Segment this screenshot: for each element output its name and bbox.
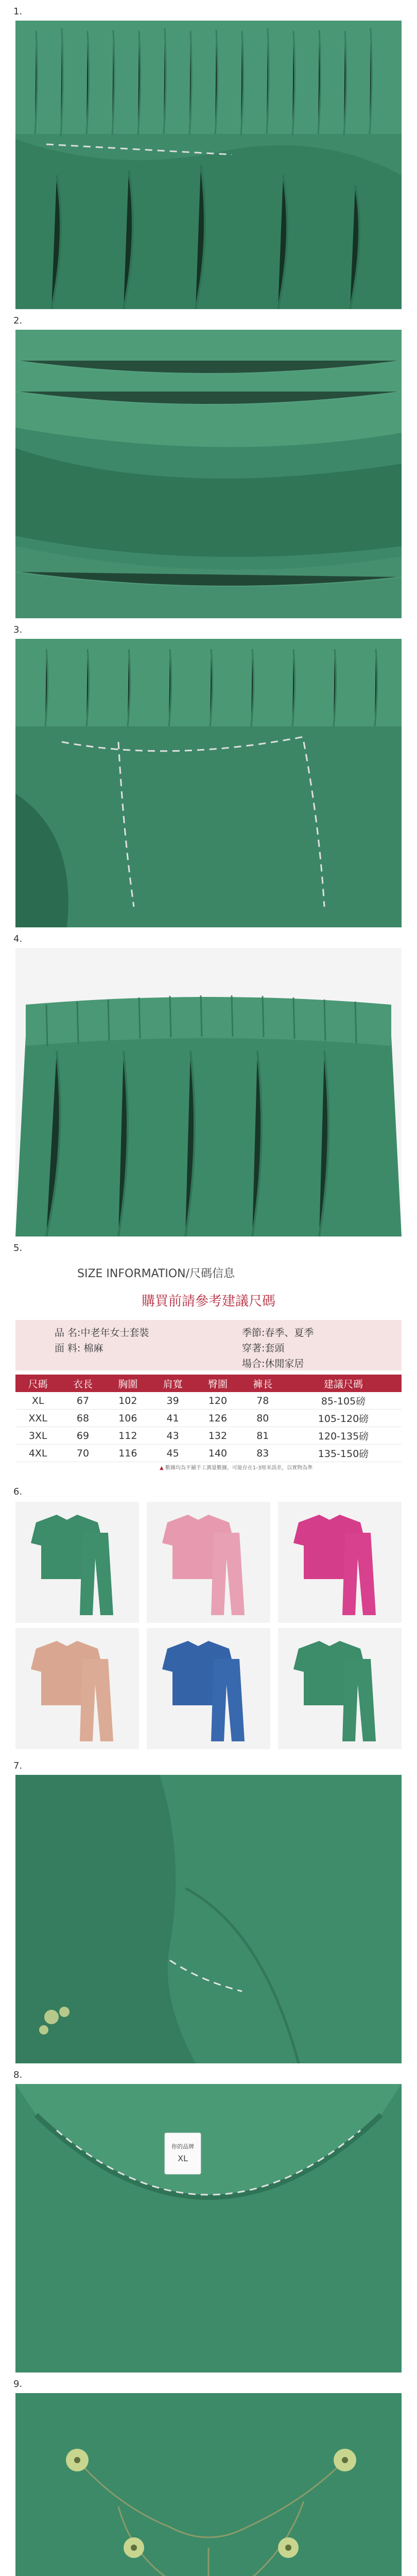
table-cell: 69 xyxy=(60,1427,105,1445)
top-neckline-label-photo xyxy=(15,2084,402,2372)
section-number: 5. xyxy=(13,1243,23,1253)
header-cell: 臀圍 xyxy=(195,1375,240,1392)
variant-green xyxy=(15,1502,139,1623)
table-cell: 135-150磅 xyxy=(285,1445,402,1462)
size-chart-title: 購買前請參考建議尺碼 xyxy=(141,1294,275,1309)
header-cell: 胸圍 xyxy=(106,1375,150,1392)
size-table-header-row xyxy=(15,1375,402,1392)
table-cell: 120-135磅 xyxy=(285,1427,402,1445)
variant-pink xyxy=(147,1502,270,1623)
table-cell: 83 xyxy=(240,1445,285,1462)
top-sleeve-detail-photo xyxy=(15,1775,402,2063)
product-name: 品 名:中老年女士套裝 xyxy=(55,1327,149,1338)
table-cell: 85-105磅 xyxy=(285,1392,402,1410)
table-row xyxy=(15,1445,402,1462)
table-row xyxy=(15,1410,402,1427)
table-cell: 68 xyxy=(60,1410,105,1427)
table-cell: 106 xyxy=(106,1410,150,1427)
product-occasion: 場合:休閒家居 xyxy=(242,1358,304,1369)
pants-pocket-detail-photo xyxy=(15,639,402,927)
size-information-heading: SIZE INFORMATION/尺碼信息 xyxy=(77,1267,235,1280)
table-cell: 43 xyxy=(150,1427,195,1445)
section-number: 7. xyxy=(13,1760,23,1771)
table-cell: XXL xyxy=(15,1410,60,1427)
table-row xyxy=(15,1392,402,1410)
section-number: 6. xyxy=(13,1486,23,1497)
section-number: 3. xyxy=(13,624,23,635)
table-cell: 78 xyxy=(240,1392,285,1410)
section-number: 9. xyxy=(13,2379,23,2389)
table-cell: 120 xyxy=(195,1392,240,1410)
table-cell: 39 xyxy=(150,1392,195,1410)
table-cell: 105-120磅 xyxy=(285,1410,402,1427)
embroidery-detail-photo xyxy=(15,2393,402,2576)
variant-green-2 xyxy=(278,1628,402,1749)
table-cell: 3XL xyxy=(15,1427,60,1445)
table-cell: 67 xyxy=(60,1392,105,1410)
pants-waistband-photo xyxy=(15,21,402,309)
section-number: 2. xyxy=(13,315,23,326)
product-info-box xyxy=(15,1320,402,1370)
garment-label-size: XL xyxy=(178,2154,188,2163)
header-cell: 建議尺碼 xyxy=(285,1375,402,1392)
variant-blue xyxy=(147,1628,270,1749)
section-number: 8. xyxy=(13,2070,23,2080)
garment-label-brand: 你的品牌 xyxy=(171,2143,194,2150)
garment-label xyxy=(165,2133,201,2163)
table-cell: 81 xyxy=(240,1427,285,1445)
header-cell: 衣長 xyxy=(60,1375,105,1392)
table-cell: 80 xyxy=(240,1410,285,1427)
pants-elastic-waist-photo xyxy=(15,948,402,1236)
measurement-note-text: 數據均為平鋪手工測量數據，可能存在1-3厘米誤差，以實物為準 xyxy=(165,1465,313,1471)
table-cell: 112 xyxy=(106,1427,150,1445)
product-season: 季節:春季、夏季 xyxy=(242,1327,314,1338)
table-cell: 41 xyxy=(150,1410,195,1427)
table-cell: 70 xyxy=(60,1445,105,1462)
table-cell: 132 xyxy=(195,1427,240,1445)
header-cell: 尺碼 xyxy=(15,1375,60,1392)
variant-tan xyxy=(15,1628,139,1749)
table-cell: 102 xyxy=(106,1392,150,1410)
table-cell: 126 xyxy=(195,1410,240,1427)
table-cell: XL xyxy=(15,1392,60,1410)
warning-triangle-icon: ▲ xyxy=(160,1465,164,1471)
table-row xyxy=(15,1427,402,1445)
size-table xyxy=(15,1375,402,1462)
header-cell: 褲長 xyxy=(240,1375,285,1392)
section-number: 1. xyxy=(13,6,23,17)
table-cell: 45 xyxy=(150,1445,195,1462)
variant-magenta xyxy=(278,1502,402,1623)
table-cell: 116 xyxy=(106,1445,150,1462)
header-cell: 肩寬 xyxy=(150,1375,195,1392)
table-cell: 4XL xyxy=(15,1445,60,1462)
section-number: 4. xyxy=(13,934,23,944)
product-wear: 穿著:套頭 xyxy=(242,1343,285,1354)
product-material: 面 料: 棉麻 xyxy=(55,1343,103,1354)
pants-fabric-closeup-photo xyxy=(15,330,402,618)
measurement-note xyxy=(160,1463,312,1471)
table-cell: 140 xyxy=(195,1445,240,1462)
